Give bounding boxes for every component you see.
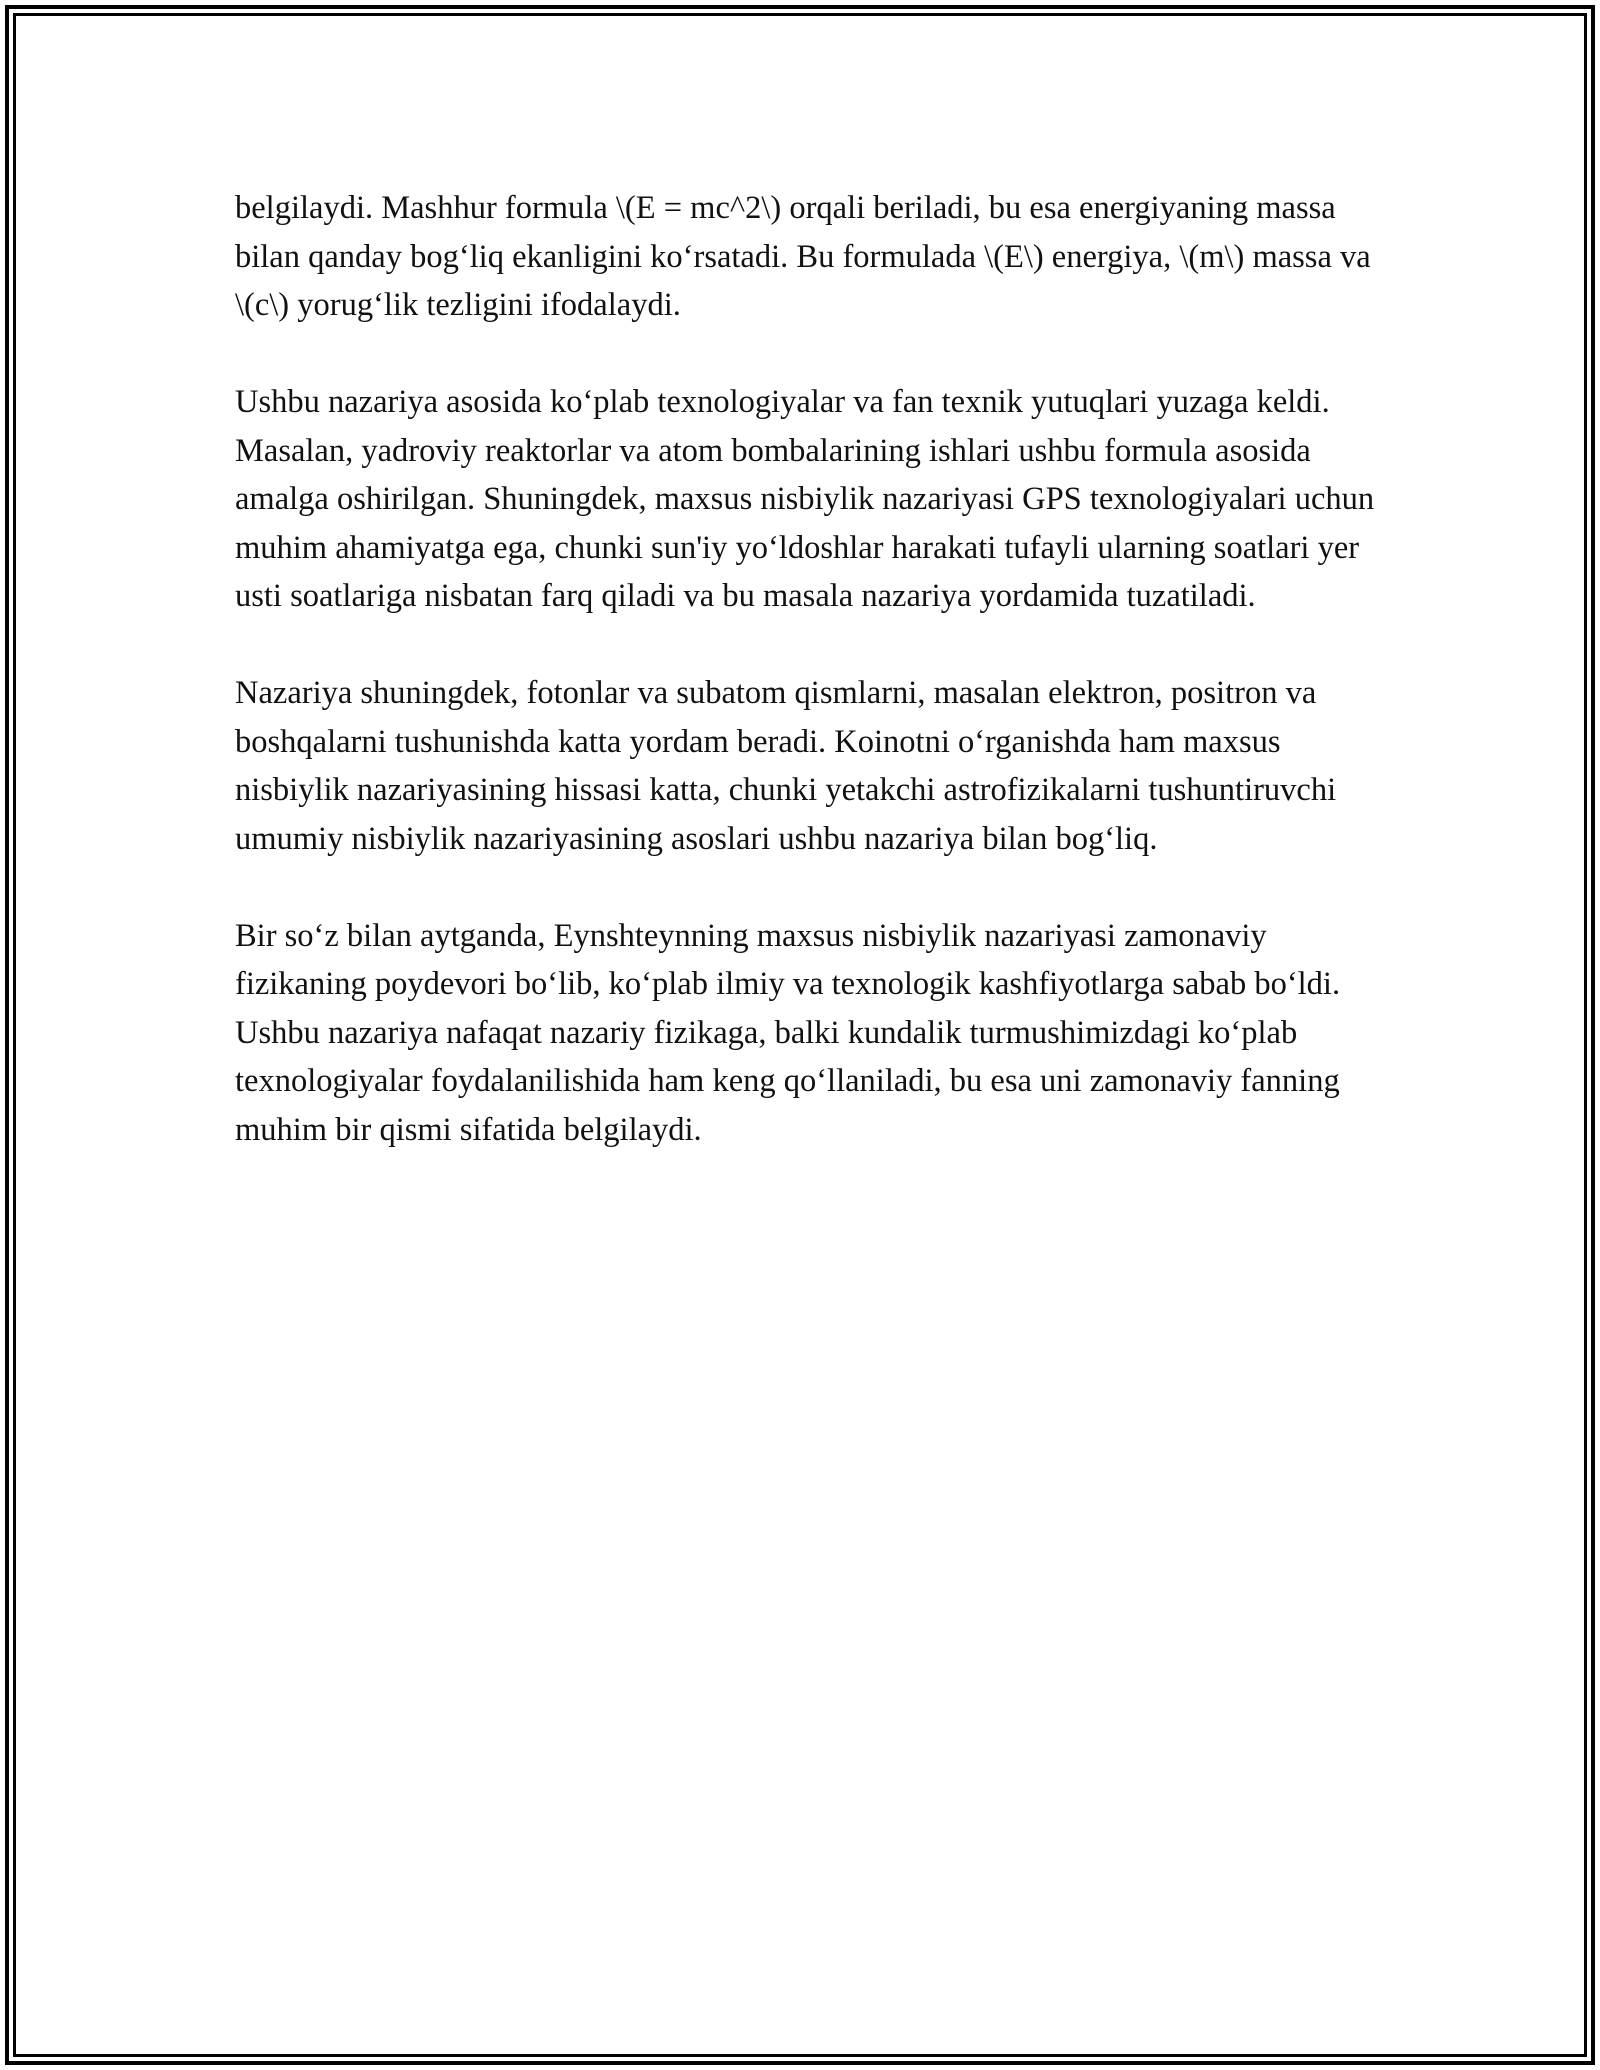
paragraph-conclusion: Bir so‘z bilan aytganda, Eynshteynning maxsus nisbiylik nazariyasi zamonaviy fizikaning poydevori bo‘lib, ko‘plab ilmiy va texnologik kashfiyotlarga sabab bo‘ldi. Ushbu nazariya nafaqat nazariy fizikaga, balki kundalik turmushimizdagi ko‘plab texnologiyalar foydalanilishida ham keng qo‘llaniladi, bu esa uni zamonaviy fanning muhim bir qismi sifatida belgilaydi. xyxy=(235,917,1341,1148)
document-body xyxy=(235,184,1375,1203)
paragraph-technologies: Ushbu nazariya asosida ko‘plab texnologiyalar va fan texnik yutuqlari yuzaga keldi. Masalan, yadroviy reaktorlar va atom bombalarining ishlari ushbu formula asosida amalga oshirilgan. Shuningdek, maxsus nisbiylik nazariyasi GPS texnologiyalari uchun muhim ahamiyatga ega, chunki sun'iy yo‘ldoshlar harakati tufayli ularning soatlari yer usti soatlariga nisbatan farq qiladi va bu masala nazariya yordamida tuzatiladi. xyxy=(235,384,1375,614)
paragraph-formula: belgilaydi. Mashhur formula \(E = mc^2\) orqali beriladi, bu esa energiyaning massa bilan qanday bog‘liq ekanligini ko‘rsatadi. Bu formulada \(E\) energiya, \(m\) massa va \(c\) yorug‘lik tezligini ifodalaydi. xyxy=(235,190,1371,323)
paragraph-particles: Nazariya shuningdek, fotonlar va subatom qismlarni, masalan elektron, positron va boshqalarni tushunishda katta yordam beradi. Koinotni o‘rganishda ham maxsus nisbiylik nazariyasining hissasi katta, chunki yetakchi astrofizikalarni tushuntiruvchi umumiy nisbiylik nazariyasining asoslari ushbu nazariya bilan bog‘liq. xyxy=(235,675,1337,857)
